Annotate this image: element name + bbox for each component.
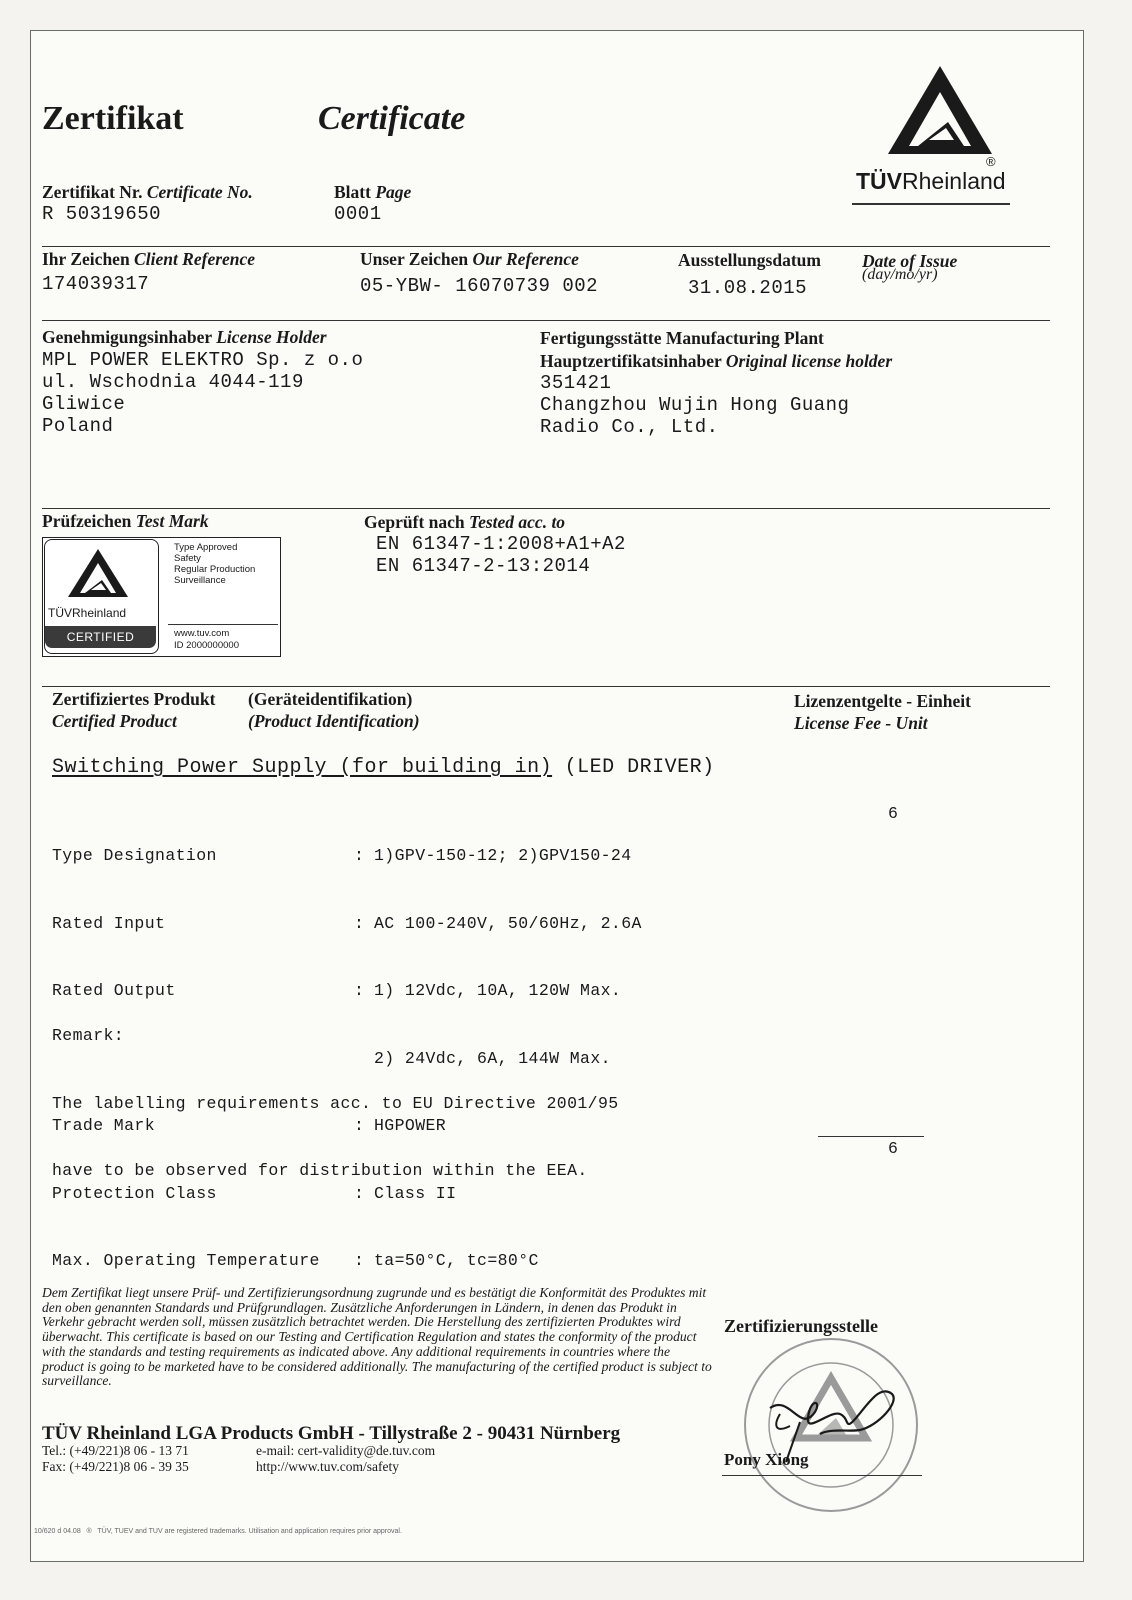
license-fee-label-de: Lizenzentgelte - Einheit	[794, 691, 971, 711]
issue-date-label-en-text: Date of Issue	[862, 251, 958, 271]
standard-item: EN 61347-1:2008+A1+A2	[376, 533, 626, 555]
divider-2	[42, 320, 1050, 321]
license-holder-line: MPL POWER ELEKTRO Sp. z o.o	[42, 349, 364, 371]
remark-label: Remark:	[52, 1026, 125, 1045]
cert-no-value: R 50319650	[42, 203, 162, 225]
test-mark-label-en: Test Mark	[135, 511, 209, 531]
divider-4	[42, 686, 1050, 687]
spec-separator: :	[354, 1183, 365, 1203]
original-license-holder-label-en: Original license holder	[725, 351, 893, 371]
spec-value: 1) 12Vdc, 10A, 120W Max.	[374, 981, 622, 1000]
page-label	[334, 182, 411, 203]
spec-key: Type Designation	[52, 846, 217, 865]
page-label-de: Blatt	[334, 182, 371, 202]
certified-product-label-en	[52, 711, 177, 732]
signature-rule	[722, 1475, 922, 1476]
issuer-company: TÜV Rheinland LGA Products GmbH - Tillystraße 2 - 90431 Nürnberg	[42, 1423, 621, 1444]
our-ref-value: 05-YBW- 16070739 002	[360, 275, 599, 297]
test-mark-divider	[168, 624, 278, 625]
our-ref-label-en: Our Reference	[472, 249, 579, 269]
page-value: 0001	[334, 203, 382, 225]
fee-total-rule	[818, 1136, 924, 1137]
test-mark-triangle-icon	[68, 547, 130, 599]
license-holder-line: Gliwice	[42, 393, 126, 415]
spec-separator: :	[354, 1251, 365, 1270]
issuer-web: http://www.tuv.com/safety	[256, 1459, 399, 1474]
certified-product-label-de: Zertifiziertes Produkt	[52, 689, 216, 709]
product-identification-label-en-text: (Product Identification)	[248, 711, 420, 731]
spec-value: AC 100-240V, 50/60Hz, 2.6A	[374, 913, 642, 933]
remark-line: have to be observed for distribution within the EEA.	[52, 1161, 588, 1180]
spec-value: 1)GPV-150-12; 2)GPV150-24	[374, 846, 632, 865]
test-mark-line: Type Approved	[174, 542, 238, 553]
remark-line: The labelling requirements acc. to EU Directive 2001/95	[52, 1093, 619, 1113]
spec-key: Max. Operating Temperature	[52, 1251, 320, 1270]
client-ref-label	[42, 249, 255, 270]
manufacturing-plant-address	[540, 372, 849, 438]
license-fee-total: 6	[888, 1139, 899, 1158]
issuer-tel: Tel.: (+49/221)8 06 - 13 71	[42, 1443, 189, 1458]
product-title-suffix: (LED DRIVER)	[564, 756, 715, 779]
issuer-email: e-mail: cert-validity@de.tuv.com	[256, 1443, 436, 1458]
product-identification-label-en	[248, 711, 420, 732]
spec-separator: :	[354, 1116, 365, 1135]
standard-item: EN 61347-2-13:2014	[376, 555, 591, 577]
spec-value: HGPOWER	[374, 1116, 447, 1135]
spec-key: Protection Class	[52, 1183, 217, 1203]
brand-tuv: TÜV	[856, 168, 902, 194]
divider-1	[42, 246, 1050, 247]
test-mark-line: Surveillance	[174, 575, 226, 586]
license-fee-value: 6	[888, 804, 899, 823]
spec-key: Rated Output	[52, 981, 176, 1000]
tested-acc-label	[364, 512, 565, 533]
spec-value: Class II	[374, 1183, 457, 1203]
certification-statement: Dem Zertifikat liegt unsere Prüf- und Zertifizierungsordnung zugrunde und es bestätigt die Konformität des Produktes mit den oben genannten Standards und Prüfgrundlagen. Zusätzliche Anforderungen in Ländern, in denen das Produkt in Verkehr gebracht werden soll, müssen zusätzlich betrachtet werden. Die Herstellung des zertifizierten Produktes wird überwacht. This certificate is based on our Testing and Certification Regulation and states the conformity of the product with the standards and testing requirements as indicated above. Any additional requirements in countries where the product is going to be marketed have to be considered additionally. The manufacturing of the certified product is subject to surveillance.	[42, 1285, 712, 1389]
license-fee-label-en	[794, 713, 928, 734]
cert-no-label	[42, 182, 253, 203]
test-mark-certified: CERTIFIED	[45, 626, 156, 648]
certification-body-label: Zertifizierungsstelle	[724, 1316, 878, 1336]
original-license-holder-label	[540, 351, 892, 372]
brand-rheinland: Rheinland	[902, 168, 1006, 194]
spec-value: 2) 24Vdc, 6A, 144W Max.	[374, 1048, 611, 1068]
title-en: Certificate	[318, 100, 466, 137]
our-ref-label	[360, 249, 579, 270]
standards-list	[376, 533, 626, 577]
license-holder-line: Poland	[42, 415, 114, 437]
test-mark-line: Regular Production	[174, 564, 256, 575]
test-mark-line: Safety	[174, 553, 201, 564]
logo-underline	[852, 203, 1010, 205]
license-holder-label	[42, 327, 327, 348]
our-ref-label-de: Unser Zeichen	[360, 249, 469, 269]
spec-separator: :	[354, 981, 365, 1000]
original-license-holder-label-de: Hauptzertifikatsinhaber	[540, 351, 722, 371]
tuv-triangle-logo-icon	[888, 62, 998, 162]
test-mark-id: ID 2000000000	[174, 640, 239, 651]
product-title-main: Switching Power Supply (for building in)	[52, 756, 553, 779]
cert-no-label-de: Zertifikat Nr.	[42, 182, 143, 202]
spec-separator: :	[354, 846, 365, 865]
test-mark-text	[174, 542, 255, 586]
spec-separator: :	[354, 913, 365, 933]
registered-mark: ®	[986, 154, 996, 169]
manufacturing-plant-label-de: Fertigungsstätte	[540, 328, 662, 348]
issue-date-format: (day/mo/yr)	[862, 266, 938, 283]
cert-no-label-en: Certificate No.	[146, 182, 253, 202]
spec-key: Trade Mark	[52, 1116, 156, 1135]
client-ref-value: 174039317	[42, 273, 150, 295]
page-label-en: Page	[375, 182, 412, 202]
issuer-fax: Fax: (+49/221)8 06 - 39 35	[42, 1459, 189, 1474]
license-holder-address	[42, 349, 363, 437]
divider-3	[42, 508, 1050, 509]
tested-acc-label-en: Tested acc. to	[469, 512, 566, 532]
issue-date-label-de: Ausstellungsdatum	[678, 250, 821, 270]
manufacturing-plant-line: Changzhou Wujin Hong Guang	[540, 394, 850, 416]
license-holder-line: ul. Wschodnia 4044-119	[42, 371, 304, 393]
manufacturing-plant-label-en: Manufacturing Plant	[665, 328, 824, 348]
manufacturing-plant-line: 351421	[540, 372, 612, 394]
title-de: Zertifikat	[42, 100, 184, 137]
spec-key: Rated Input	[52, 913, 166, 933]
tested-acc-label-de: Geprüft nach	[364, 512, 465, 532]
tuv-rheinland-brand	[856, 168, 1006, 195]
product-identification-label-de: (Geräteidentifikation)	[248, 689, 413, 709]
license-fee-label-en-text: License Fee - Unit	[794, 713, 928, 733]
remark-block	[52, 980, 619, 1205]
issue-date-value: 31.08.2015	[688, 277, 808, 299]
manufacturing-plant-line: Radio Co., Ltd.	[540, 416, 719, 438]
client-ref-label-en: Client Reference	[134, 249, 256, 269]
test-mark-brand: TÜVRheinland	[48, 606, 127, 620]
test-mark-label-de: Prüfzeichen	[42, 511, 132, 531]
certified-product-label-en-text: Certified Product	[52, 711, 177, 731]
trademark-note: 10/620 d 04.08 ® TÜV, TUEV and TUV are registered trademarks. Utilisation and application requires prior approval.	[34, 1528, 402, 1535]
test-mark-url: www.tuv.com	[174, 628, 230, 639]
license-holder-label-en: License Holder	[216, 327, 327, 347]
product-title	[52, 756, 715, 779]
spec-value: ta=50°C, tc=80°C	[374, 1251, 539, 1270]
test-mark-label	[42, 511, 209, 532]
client-ref-label-de: Ihr Zeichen	[42, 249, 130, 269]
signatory-name: Pony Xiong	[724, 1450, 809, 1469]
manufacturing-plant-label	[540, 328, 824, 349]
license-holder-label-de: Genehmigungsinhaber	[42, 327, 212, 347]
